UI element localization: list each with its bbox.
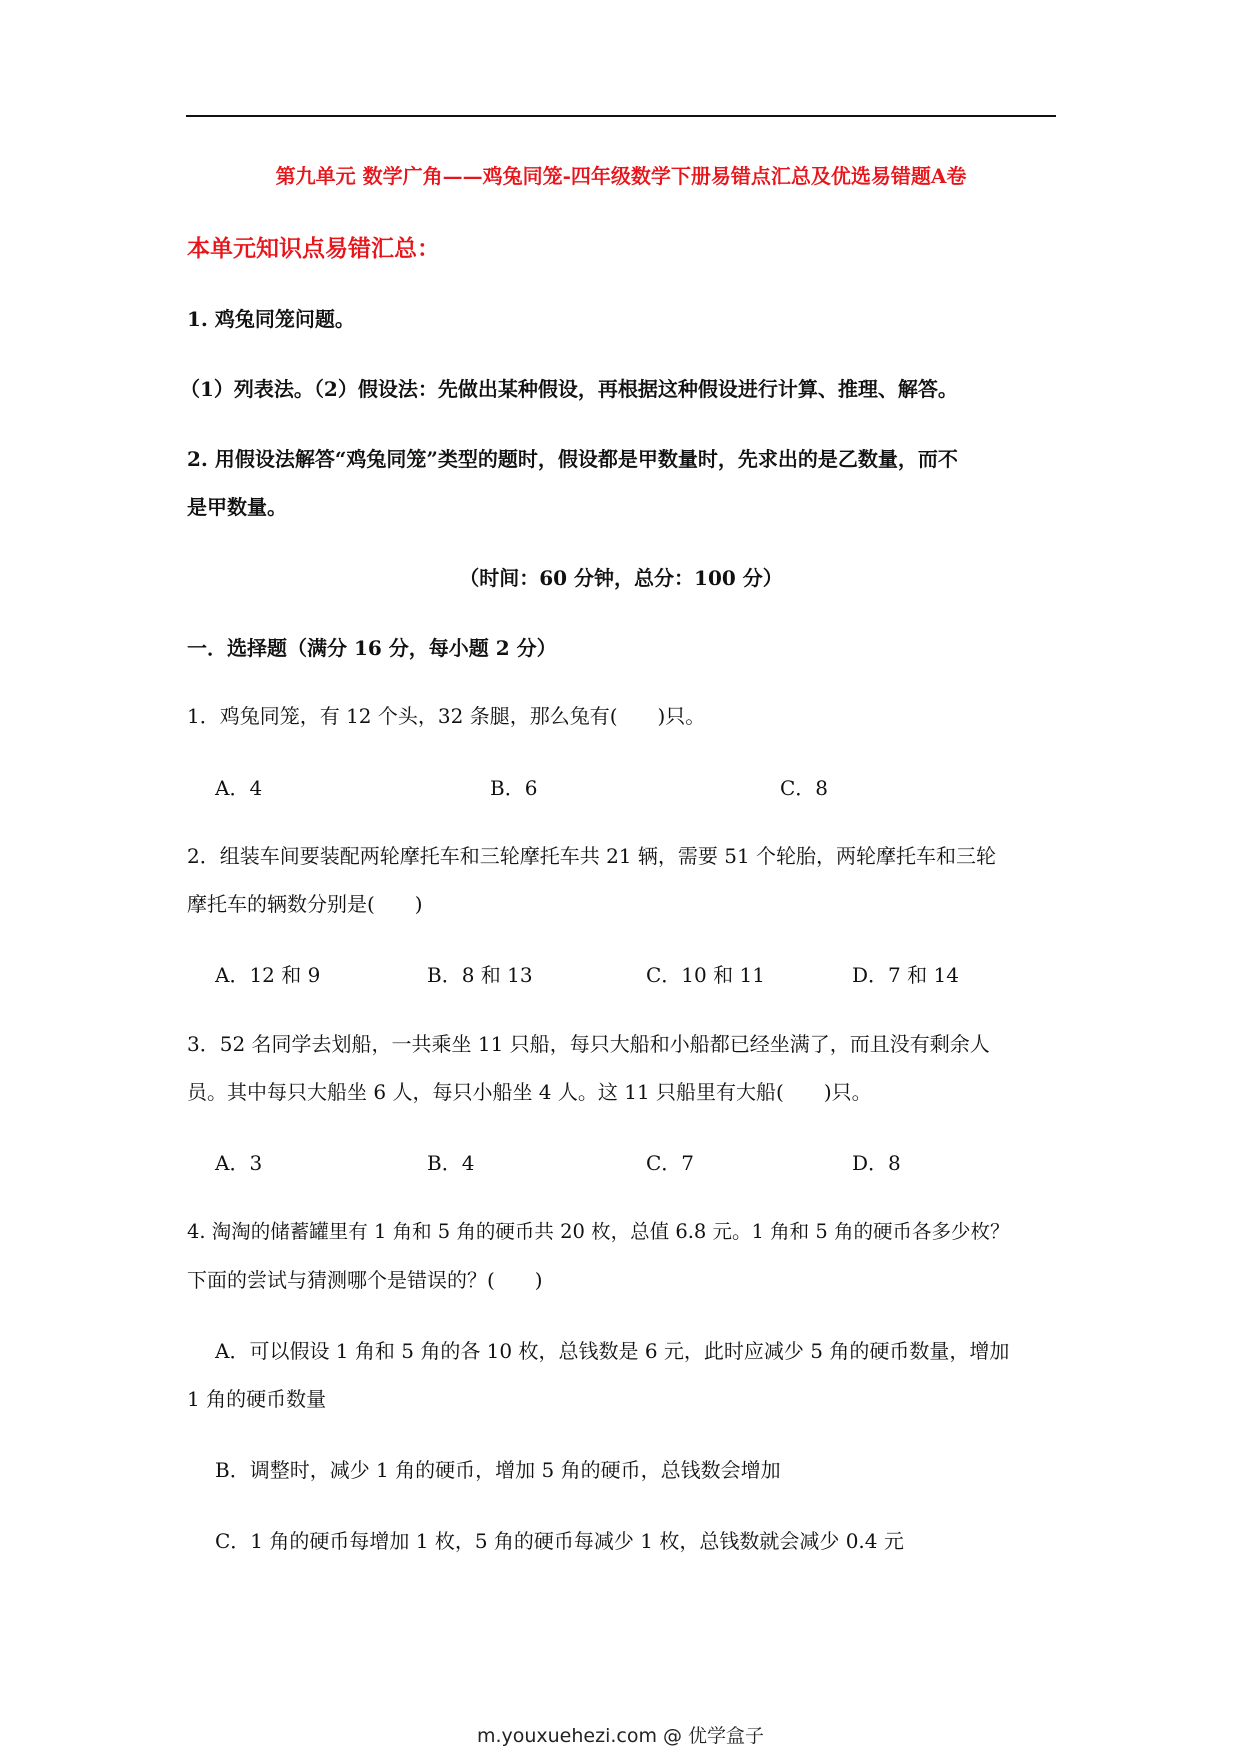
- question-4-option-b: B．调整时，减少 1 角的硬币，增加 5 角的硬币，总钱数会增加: [215, 1458, 781, 1482]
- point-1: 1. 鸡兔同笼问题。: [187, 307, 355, 331]
- question-4-continued: 下面的尝试与猜测哪个是错误的？( ): [187, 1268, 543, 1292]
- question-4-option-a-continued: 1 角的硬币数量: [187, 1387, 327, 1411]
- question-3-option-c: C．7: [646, 1151, 695, 1175]
- header-rule: [186, 115, 1056, 117]
- question-2-option-b: B．8 和 13: [427, 963, 533, 987]
- question-2-option-a: A．12 和 9: [215, 963, 321, 987]
- section-heading: 一．选择题（满分 16 分，每小题 2 分）: [187, 636, 557, 660]
- question-4-option-c: C．1 角的硬币每增加 1 枚，5 角的硬币每减少 1 枚，总钱数就会减少 0.4 元: [215, 1529, 904, 1553]
- question-2: 2．组装车间要装配两轮摩托车和三轮摩托车共 21 辆，需要 51 个轮胎，两轮摩托车和三轮: [187, 844, 997, 868]
- question-2-option-c: C．10 和 11: [646, 963, 765, 987]
- point-2: 2. 用假设法解答“鸡兔同笼”类型的题时，假设都是甲数量时，先求出的是乙数量，而不: [187, 447, 958, 471]
- question-1: 1．鸡兔同笼，有 12 个头，32 条腿，那么兔有( )只。: [187, 704, 706, 728]
- question-3-option-b: B．4: [427, 1151, 475, 1175]
- question-3: 3．52 名同学去划船，一共乘坐 11 只船，每只大船和小船都已经坐满了，而且没有剩余人: [187, 1032, 990, 1056]
- question-2-continued: 摩托车的辆数分别是( ): [187, 892, 423, 916]
- summary-heading: 本单元知识点易错汇总：: [187, 235, 440, 262]
- document-title: 第九单元 数学广角——鸡兔同笼-四年级数学下册易错点汇总及优选易错题A卷: [275, 164, 967, 188]
- question-1-option-b: B．6: [490, 776, 538, 800]
- question-3-option-d: D．8: [852, 1151, 901, 1175]
- point-2-continued: 是甲数量。: [187, 495, 287, 519]
- question-3-option-a: A．3: [215, 1151, 263, 1175]
- question-2-option-d: D．7 和 14: [852, 963, 959, 987]
- question-1-option-c: C．8: [780, 776, 829, 800]
- point-1-detail: （1）列表法。（2）假设法：先做出某种假设，再根据这种假设进行计算、推理、解答。: [180, 377, 958, 401]
- footer-watermark: m.youxuehezi.com @ 优学盒子: [476, 1725, 765, 1747]
- question-1-option-a: A．4: [215, 776, 263, 800]
- time-info: （时间：60 分钟，总分：100 分）: [459, 566, 783, 590]
- question-4: 4. 淘淘的储蓄罐里有 1 角和 5 角的硬币共 20 枚，总值 6.8 元。1 角和 5 角的硬币各多少枚？: [187, 1220, 1010, 1243]
- question-3-continued: 员。其中每只大船坐 6 人，每只小船坐 4 人。这 11 只船里有大船( )只。: [187, 1080, 872, 1104]
- question-4-option-a: A．可以假设 1 角和 5 角的各 10 枚，总钱数是 6 元，此时应减少 5 角的硬币数量，增加: [215, 1339, 1010, 1363]
